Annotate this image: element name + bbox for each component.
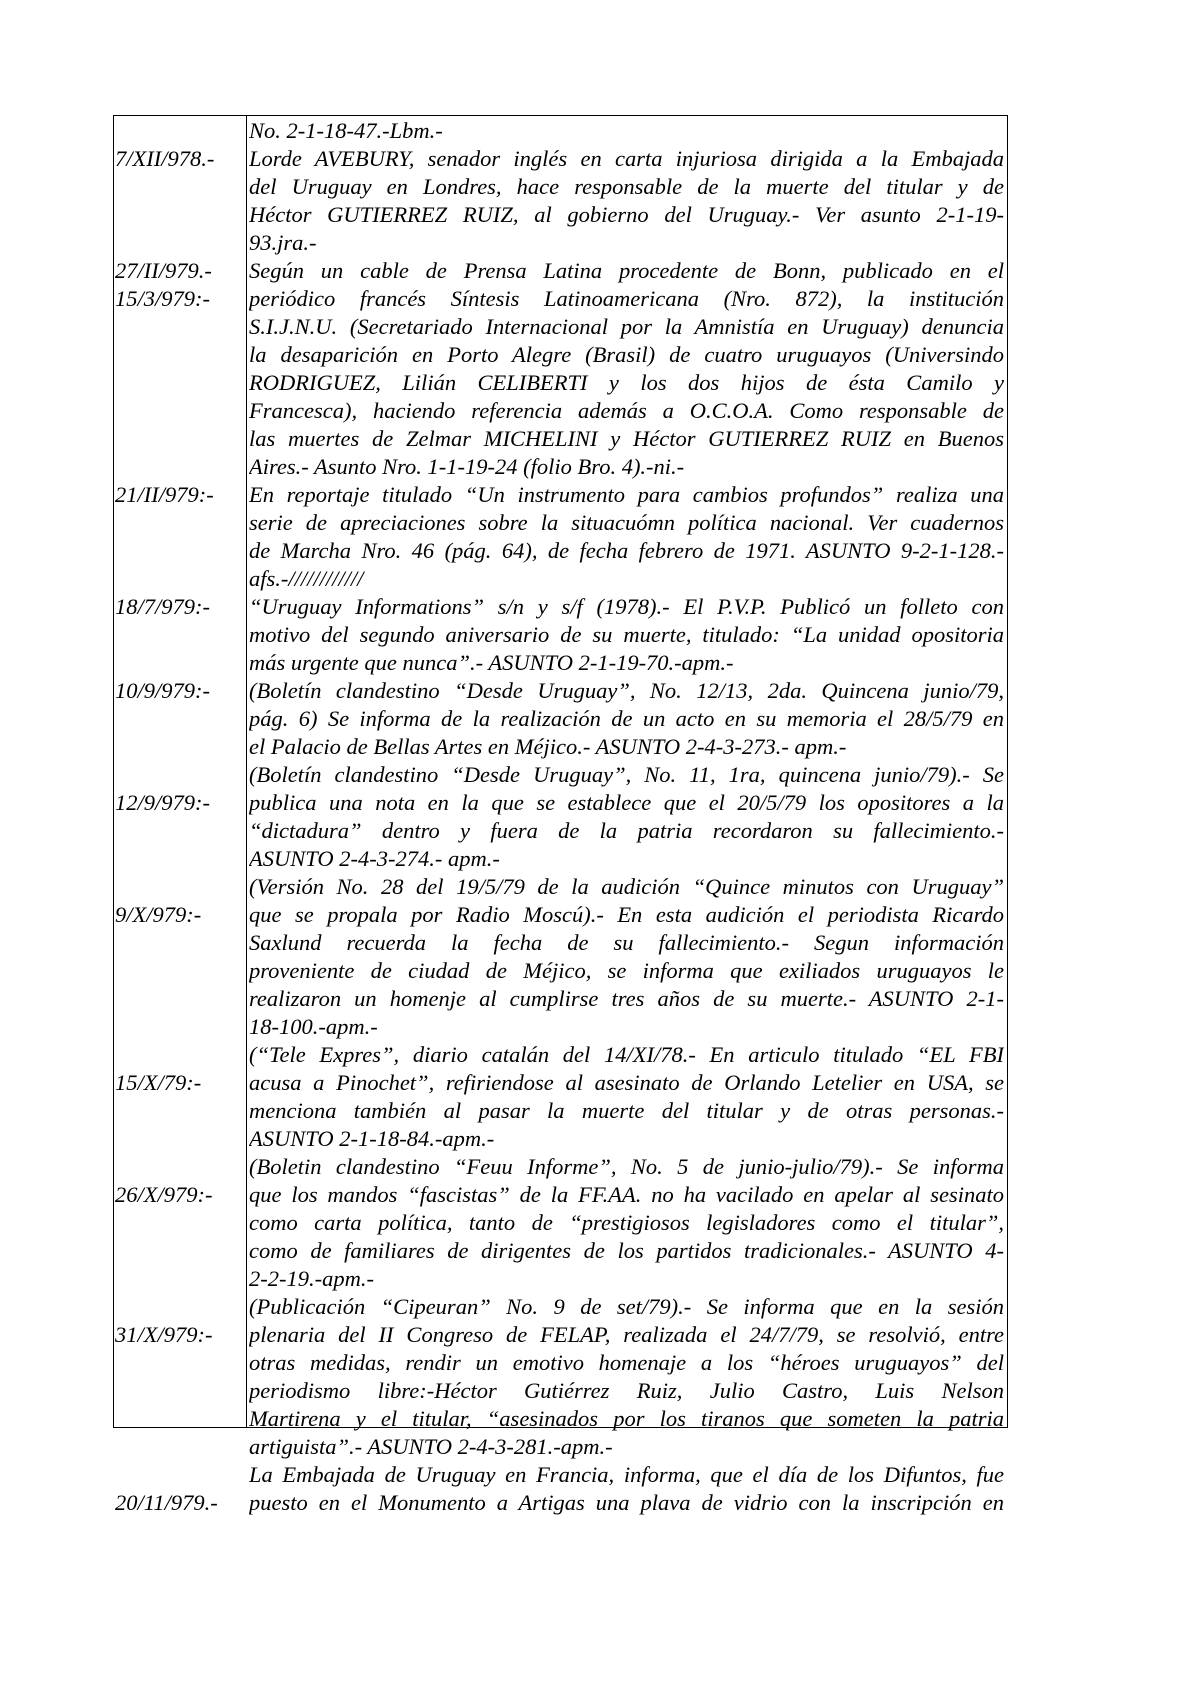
entry-date: 20/11/979.-	[115, 1490, 218, 1515]
entry-text: pág. 6) Se informa de la realización de un acto en su memoria el 28/5/79 en	[249, 706, 1004, 731]
entry-text: menciona también al pasar la muerte del titular y de otras personas.-	[249, 1098, 1004, 1123]
record-line	[114, 509, 1007, 537]
record-line	[114, 733, 1007, 761]
record-line	[114, 1097, 1007, 1125]
entry-text: ASUNTO 2-1-18-84.-apm.-	[249, 1126, 495, 1151]
record-line	[114, 145, 1007, 173]
record-line	[114, 285, 1007, 313]
record-line	[114, 1405, 1007, 1433]
record-line	[114, 1041, 1007, 1069]
entry-text: serie de apreciaciones sobre la situacuómn política nacional. Ver cuadernos	[249, 510, 1004, 535]
record-line	[114, 1069, 1007, 1097]
record-line	[114, 1013, 1007, 1041]
entry-text: 18-100.-apm.-	[249, 1014, 378, 1039]
entry-text: (Boletín clandestino “Desde Uruguay”, No. 12/13, 2da. Quincena junio/79,	[249, 678, 1004, 703]
entry-text: (“Tele Expres”, diario catalán del 14/XI/78.- En articulo titulado “EL FBI	[249, 1042, 1004, 1067]
entry-text: En reportaje titulado “Un instrumento para cambios profundos” realiza una	[249, 482, 1004, 507]
record-line	[114, 985, 1007, 1013]
entry-text: No. 2-1-18-47.-Lbm.-	[249, 118, 443, 143]
record-line	[114, 873, 1007, 901]
entry-text: S.I.J.N.U. (Secretariado Internacional por la Amnistía en Uruguay) denuncia	[249, 314, 1004, 339]
record-line	[114, 481, 1007, 509]
record-line	[114, 229, 1007, 257]
entry-text: que los mandos “fascistas” de la FF.AA. no ha vacilado en apelar al sesinato	[249, 1182, 1004, 1207]
entry-text: “Uruguay Informations” s/n y s/f (1978).- El P.V.P. Publicó un folleto con	[249, 594, 1004, 619]
entry-date: 7/XII/978.-	[115, 146, 215, 171]
record-line	[114, 1293, 1007, 1321]
entry-text: Héctor GUTIERREZ RUIZ, al gobierno del Uruguay.- Ver asunto 2-1-19-	[249, 202, 1004, 227]
entry-text: ASUNTO 2-4-3-274.- apm.-	[249, 846, 500, 871]
entry-text: (Boletín clandestino “Desde Uruguay”, No. 11, 1ra, quincena junio/79).- Se	[249, 762, 1004, 787]
entry-text: (Versión No. 28 del 19/5/79 de la audición “Quince minutos con Uruguay”	[249, 874, 1004, 899]
entry-text: de Marcha Nro. 46 (pág. 64), de fecha febrero de 1971. ASUNTO 9-2-1-128.-	[249, 538, 1004, 563]
record-line	[114, 929, 1007, 957]
entry-text: (Boletin clandestino “Feuu Informe”, No. 5 de junio-julio/79).- Se informa	[249, 1154, 1004, 1179]
record-line	[114, 1489, 1007, 1517]
record-line	[114, 1461, 1007, 1489]
record-line	[114, 341, 1007, 369]
record-line	[114, 957, 1007, 985]
entry-text: que se propala por Radio Moscú).- En esta audición el periodista Ricardo	[249, 902, 1004, 927]
entry-text: periódico francés Síntesis Latinoamericana (Nro. 872), la institución	[249, 286, 1004, 311]
entry-date: 27/II/979.-	[115, 258, 212, 283]
record-line	[114, 621, 1007, 649]
entry-text: proveniente de ciudad de Méjico, se informa que exiliados uruguayos le	[249, 958, 1004, 983]
record-line	[114, 397, 1007, 425]
entry-text: afs.-////////////	[249, 566, 364, 591]
record-line	[114, 173, 1007, 201]
entry-text: 2-2-19.-apm.-	[249, 1266, 374, 1291]
entry-text: Según un cable de Prensa Latina procedente de Bonn, publicado en el	[249, 258, 1004, 283]
entry-date: 12/9/979:-	[115, 790, 210, 815]
record-line	[114, 1377, 1007, 1405]
record-line	[114, 649, 1007, 677]
entry-text: el Palacio de Bellas Artes en Méjico.- ASUNTO 2-4-3-273.- apm.-	[249, 734, 847, 759]
entry-date: 18/7/979:-	[115, 594, 210, 619]
entry-date: 15/3/979:-	[115, 286, 210, 311]
record-line	[114, 901, 1007, 929]
entry-text: otras medidas, rendir un emotivo homenaje a los “héroes uruguayos” del	[249, 1350, 1004, 1375]
entry-text: Lorde AVEBURY, senador inglés en carta injuriosa dirigida a la Embajada	[249, 146, 1004, 171]
record-line	[114, 1125, 1007, 1153]
entry-text: RODRIGUEZ, Lilián CELIBERTI y los dos hijos de ésta Camilo y	[249, 370, 1004, 395]
record-line	[114, 593, 1007, 621]
record-line	[114, 1153, 1007, 1181]
entry-text: plenaria del II Congreso de FELAP, realizada el 24/7/79, se resolvió, entre	[249, 1322, 1004, 1347]
record-line	[114, 761, 1007, 789]
record-line	[114, 257, 1007, 285]
entry-text: Martirena y el titular, “asesinados por los tiranos que someten la patria	[249, 1406, 1004, 1431]
entry-text: más urgente que nunca”.- ASUNTO 2-1-19-70.-apm.-	[249, 650, 734, 675]
entry-text: puesto en el Monumento a Artigas una plava de vidrio con la inscripción en	[249, 1490, 1004, 1515]
entry-text: como de familiares de dirigentes de los partidos tradicionales.- ASUNTO 4-	[249, 1238, 1004, 1263]
record-line	[114, 313, 1007, 341]
entry-text: (Publicación “Cipeuran” No. 9 de set/79).- Se informa que en la sesión	[249, 1294, 1004, 1319]
record-line	[114, 369, 1007, 397]
record-line	[114, 117, 1007, 145]
record-line	[114, 453, 1007, 481]
record-line	[114, 1209, 1007, 1237]
record-line	[114, 537, 1007, 565]
entry-date: 21/II/979:-	[115, 482, 214, 507]
entry-text: como carta política, tanto de “prestigiosos legisladores como el titular”,	[249, 1210, 1004, 1235]
entry-date: 31/X/979:-	[115, 1322, 213, 1347]
record-line	[114, 677, 1007, 705]
record-line	[114, 201, 1007, 229]
entry-text: las muertes de Zelmar MICHELINI y Héctor GUTIERREZ RUIZ en Buenos	[249, 426, 1004, 451]
entry-text: periodismo libre:-Héctor Gutiérrez Ruiz, Julio Castro, Luis Nelson	[249, 1378, 1004, 1403]
record-line	[114, 1321, 1007, 1349]
entry-text: La Embajada de Uruguay en Francia, informa, que el día de los Difuntos, fue	[249, 1462, 1004, 1487]
record-line	[114, 817, 1007, 845]
record-line	[114, 1265, 1007, 1293]
entry-text: acusa a Pinochet”, refiriendose al asesinato de Orlando Letelier en USA, se	[249, 1070, 1004, 1095]
entry-text: “dictadura” dentro y fuera de la patria recordaron su fallecimiento.-	[249, 818, 1004, 843]
record-line	[114, 1181, 1007, 1209]
entry-text: Aires.- Asunto Nro. 1-1-19-24 (folio Bro. 4).-ni.-	[249, 454, 685, 479]
entry-text: publica una nota en la que se establece que el 20/5/79 los opositores a la	[249, 790, 1004, 815]
entry-text: artiguista”.- ASUNTO 2-4-3-281.-apm.-	[249, 1434, 613, 1459]
record-line	[114, 705, 1007, 733]
record-line	[114, 789, 1007, 817]
entry-date: 26/X/979:-	[115, 1182, 213, 1207]
entry-text: motivo del segundo aniversario de su muerte, titulado: “La unidad opositoria	[249, 622, 1004, 647]
entry-text: Francesca), haciendo referencia además a O.C.O.A. Como responsable de	[249, 398, 1004, 423]
record-line	[114, 1433, 1007, 1461]
record-line	[114, 565, 1007, 593]
record-line	[114, 425, 1007, 453]
record-table	[113, 115, 1008, 1515]
entry-text: realizaron un homenje al cumplirse tres años de su muerte.- ASUNTO 2-1-	[249, 986, 1004, 1011]
entry-text: del Uruguay en Londres, hace responsable de la muerte del titular y de	[249, 174, 1004, 199]
entry-date: 9/X/979:-	[115, 902, 202, 927]
entry-text: Saxlund recuerda la fecha de su fallecimiento.- Segun información	[249, 930, 1004, 955]
record-line	[114, 1237, 1007, 1265]
entry-date: 15/X/79:-	[115, 1070, 202, 1095]
entry-date: 10/9/979:-	[115, 678, 210, 703]
entry-text: la desaparición en Porto Alegre (Brasil) de cuatro uruguayos (Universindo	[249, 342, 1004, 367]
record-line	[114, 845, 1007, 873]
record-line	[114, 1349, 1007, 1377]
entry-text: 93.jra.-	[249, 230, 317, 255]
